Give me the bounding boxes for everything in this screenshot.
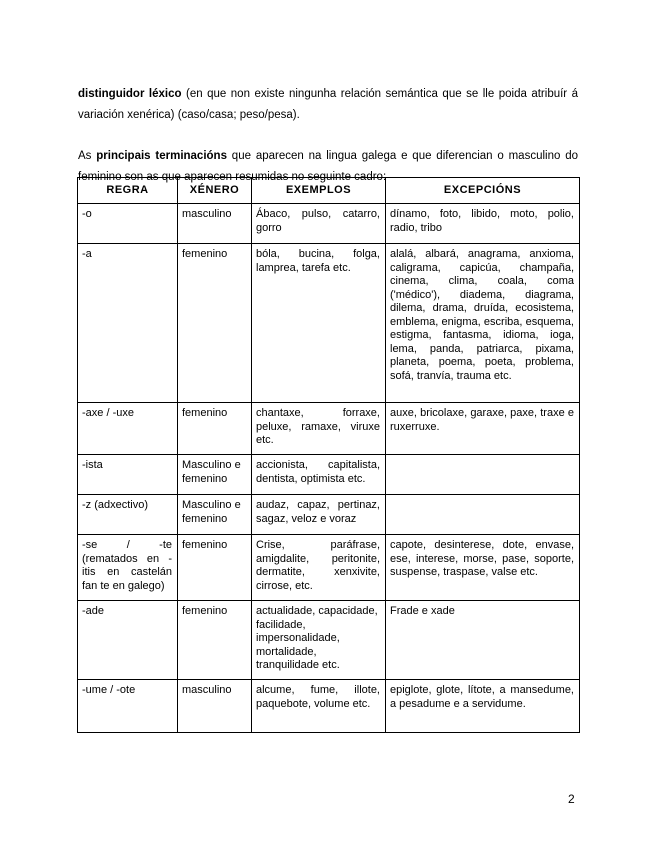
cell-regra: -axe / -uxe — [78, 403, 178, 455]
header-excepcions: EXCEPCIÓNS — [386, 178, 580, 204]
cell-regra: -se / -te (rematados en -itis en castelán fan te en galego) — [78, 535, 178, 601]
cell-xenero: femenino — [178, 403, 252, 455]
paragraph-distinguidor-lexico — [78, 84, 578, 126]
cell-exemplos: audaz, capaz, pertinaz, sagaz, veloz e voraz — [252, 495, 386, 535]
cell-regra: -ume / -ote — [78, 680, 178, 733]
cell-exemplos: Ábaco, pulso, catarro, gorro — [252, 204, 386, 244]
cell-xenero: masculino — [178, 204, 252, 244]
cell-excepcions: auxe, bricolaxe, garaxe, paxe, traxe e ruxerruxe. — [386, 403, 580, 455]
cell-regra: -a — [78, 244, 178, 403]
cell-excepcions: dínamo, foto, libido, moto, polio, radio, tribo — [386, 204, 580, 244]
cell-excepcions — [386, 495, 580, 535]
cell-exemplos: actualidade, capacidade, facilidade, impersonalidade, mortalidade, tranquilidade etc. — [252, 601, 386, 680]
cell-xenero: femenino — [178, 535, 252, 601]
cell-xenero: Masculino e femenino — [178, 495, 252, 535]
bold-term: distinguidor léxico — [78, 87, 182, 100]
table-header-row — [78, 178, 580, 204]
bold-term: principais terminacións — [96, 149, 227, 162]
table-row — [78, 495, 580, 535]
paragraph-text: (en que non existe ningunha relación semántica que se lle poida atribuír á variación xenérica) (caso/casa; peso/pesa). — [78, 87, 579, 121]
header-xenero: XÉNERO — [178, 178, 252, 204]
table-row — [78, 535, 580, 601]
table-row — [78, 244, 580, 403]
cell-exemplos: accionista, capitalista, dentista, optimista etc. — [252, 455, 386, 495]
table-row — [78, 601, 580, 680]
table-row — [78, 680, 580, 733]
cell-regra: -o — [78, 204, 178, 244]
page-number: 2 — [568, 792, 575, 806]
cell-regra: -ista — [78, 455, 178, 495]
cell-excepcions: epiglote, glote, lítote, a mansedume, a pesadume e a servidume. — [386, 680, 580, 733]
header-regra: REGRA — [78, 178, 178, 204]
table-row — [78, 403, 580, 455]
cell-regra: -ade — [78, 601, 178, 680]
cell-xenero: femenino — [178, 244, 252, 403]
cell-exemplos: bóla, bucina, folga, lamprea, tarefa etc. — [252, 244, 386, 403]
cell-exemplos: alcume, fume, illote, paquebote, volume etc. — [252, 680, 386, 733]
cell-xenero: femenino — [178, 601, 252, 680]
paragraph-text: que aparecen na lingua galega e que diferencian o masculino do feminino son as que aparecen resumidas no seguinte cadro: — [78, 149, 578, 183]
cell-excepcions: Frade e xade — [386, 601, 580, 680]
cell-excepcions — [386, 455, 580, 495]
cell-xenero: masculino — [178, 680, 252, 733]
cell-regra: -z (adxectivo) — [78, 495, 178, 535]
cell-xenero: Masculino e femenino — [178, 455, 252, 495]
paragraph-text-start: As — [78, 149, 97, 162]
table-row — [78, 204, 580, 244]
cell-excepcions: alalá, albará, anagrama, anxioma, caligrama, capicúa, champaña, cinema, clima, coala, coma ('médico'), diadema, diagrama, dilema, drama, druída, ecosistema, emblema, enigma, escriba, esquema, estigma, fantasma, idioma, ioga, lema, panda, patriarca, pixama, planeta, poema, poeta, problema, sofá, tranvía, trauma etc. — [386, 244, 580, 403]
table-row — [78, 455, 580, 495]
cell-exemplos: Crise, paráfrase, amigdalite, peritonite, dermatite, xenxivite, cirrose, etc. — [252, 535, 386, 601]
header-exemplos: EXEMPLOS — [252, 178, 386, 204]
cell-excepcions: capote, desinterese, dote, envase, ese, interese, morse, pase, soporte, suspense, traspase, valse etc. — [386, 535, 580, 601]
endings-table — [77, 177, 580, 733]
cell-exemplos: chantaxe, forraxe, peluxe, ramaxe, viruxe etc. — [252, 403, 386, 455]
